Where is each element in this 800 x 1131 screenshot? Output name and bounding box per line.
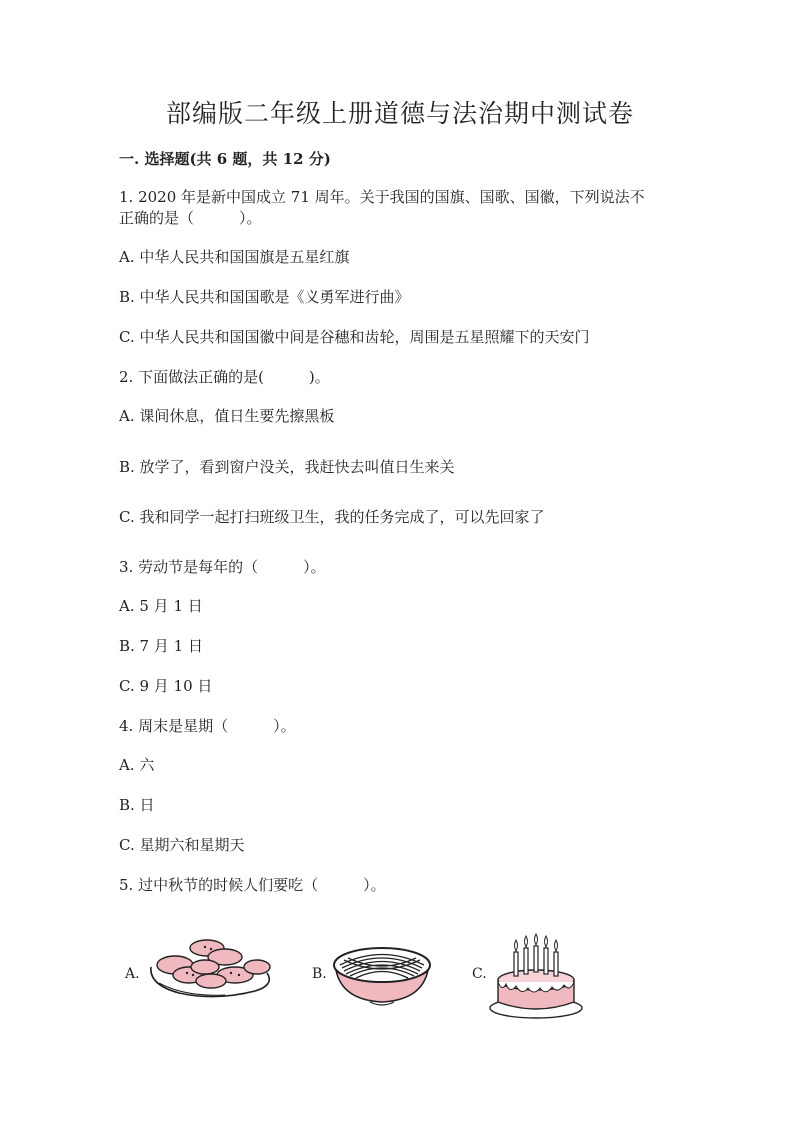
mooncakes-icon xyxy=(145,935,275,1001)
q4-option-c: C. 星期六和星期天 xyxy=(119,836,245,854)
q4-stem: 4. 周末是星期（ ）。 xyxy=(119,717,296,735)
q3-stem: 3. 劳动节是每年的（ ）。 xyxy=(119,558,326,576)
noodles-bowl-icon xyxy=(330,938,434,1008)
q1-option-b: B. 中华人民共和国国歌是《义勇军进行曲》 xyxy=(119,288,410,306)
q2-option-a: A. 课间休息，值日生要先擦黑板 xyxy=(119,407,335,425)
q3-option-b: B. 7 月 1 日 xyxy=(119,637,203,655)
q1-stem-line2: 正确的是（ ）。 xyxy=(119,209,262,227)
q5-option-c-label: C. xyxy=(472,966,487,982)
q4-option-a: A. 六 xyxy=(119,756,155,774)
q1-stem-line1: 1. 2020 年是新中国成立 71 周年。关于我国的国旗、国歌、国徽，下列说法不 xyxy=(119,188,645,206)
q5-option-b-label: B. xyxy=(312,966,327,982)
q5-option-a-label: A. xyxy=(125,966,140,982)
q3-option-c: C. 9 月 10 日 xyxy=(119,677,213,695)
q2-option-b: B. 放学了，看到窗户没关，我赶快去叫值日生来关 xyxy=(119,458,455,476)
q2-stem: 2. 下面做法正确的是( )。 xyxy=(119,368,330,386)
q1-option-c: C. 中华人民共和国国徽中间是谷穗和齿轮，周围是五星照耀下的天安门 xyxy=(119,328,590,346)
section-heading: 一. 选择题(共 6 题，共 12 分) xyxy=(119,150,331,168)
q3-option-a: A. 5 月 1 日 xyxy=(119,597,203,615)
q4-option-b: B. 日 xyxy=(119,796,155,814)
q5-stem: 5. 过中秋节的时候人们要吃（ ）。 xyxy=(119,876,386,894)
q2-option-c: C. 我和同学一起打扫班级卫生，我的任务完成了，可以先回家了 xyxy=(119,508,545,526)
birthday-cake-icon xyxy=(486,934,586,1022)
q1-option-a: A. 中华人民共和国国旗是五星红旗 xyxy=(119,248,350,266)
page-title: 部编版二年级上册道德与法治期中测试卷 xyxy=(165,99,634,128)
